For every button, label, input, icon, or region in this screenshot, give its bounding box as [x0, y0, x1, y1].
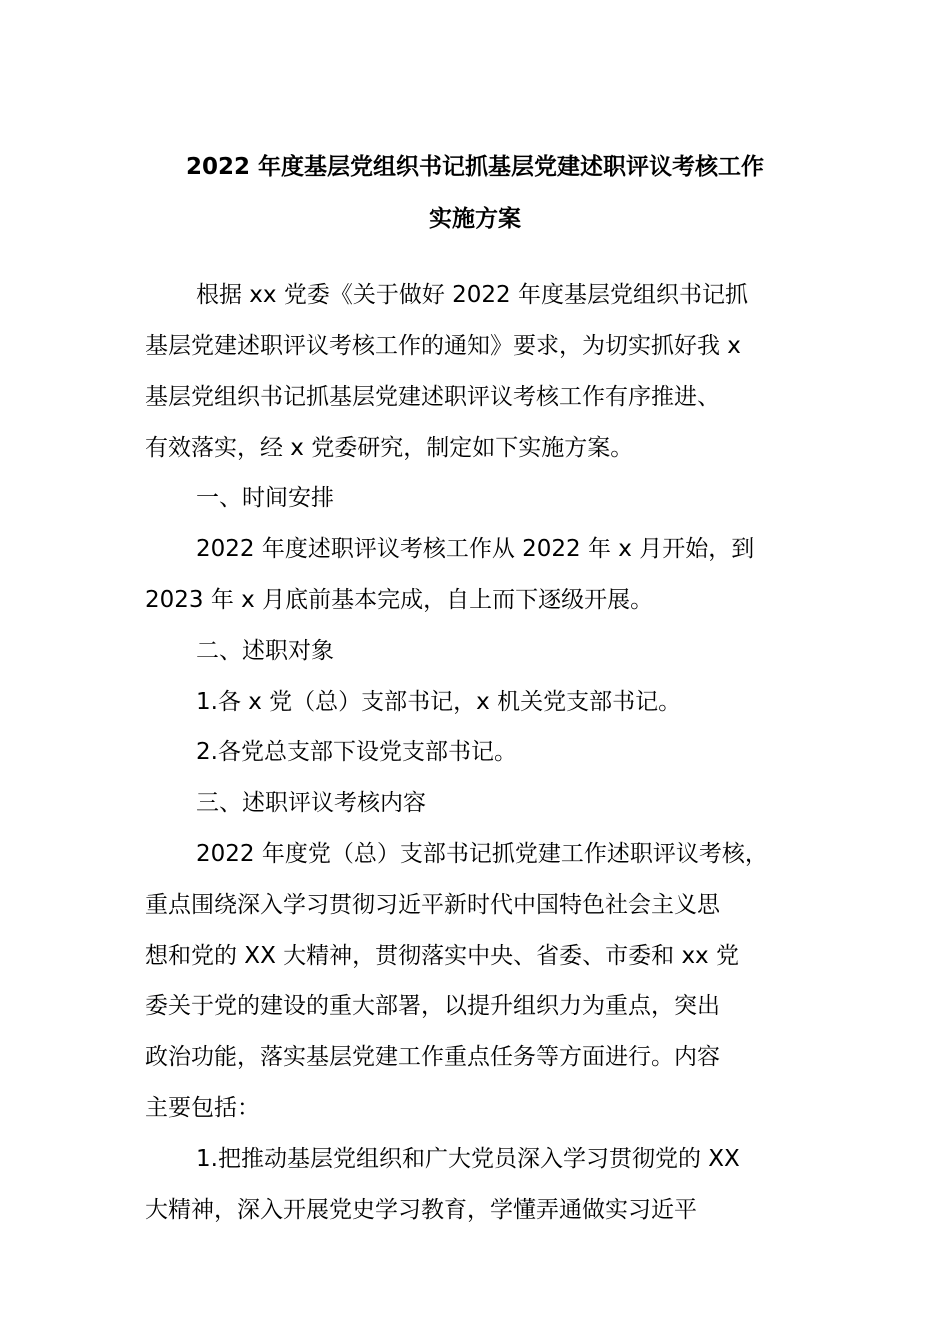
section-heading: 二、述职对象 [196, 638, 334, 664]
list-item: 1.各 x 党（总）支部书记，x 机关党支部书记。 [196, 689, 682, 715]
list-item: 2.各党总支部下设党支部书记。 [196, 739, 517, 765]
body-text-line: 2023 年 x 月底前基本完成，自上而下逐级开展。 [145, 587, 654, 613]
body-text-line: 有效落实，经 x 党委研究，制定如下实施方案。 [145, 435, 634, 461]
body-text-line: 重点围绕深入学习贯彻习近平新时代中国特色社会主义思 [145, 892, 720, 918]
document-title-line-2: 实施方案 [429, 206, 521, 232]
body-text-line: 委关于党的建设的重大部署，以提升组织力为重点，突出 [145, 993, 720, 1019]
body-text-line: 2022 年度党（总）支部书记抓党建工作述职评议考核， [196, 841, 768, 867]
body-text-line: 想和党的 XX 大精神，贯彻落实中央、省委、市委和 xx 党 [145, 943, 739, 969]
body-text-line: 基层党组织书记抓基层党建述职评议考核工作有序推进、 [145, 384, 720, 410]
body-text-line: 政治功能，落实基层党建工作重点任务等方面进行。内容 [145, 1044, 720, 1070]
list-item: 1.把推动基层党组织和广大党员深入学习贯彻党的 XX [196, 1146, 740, 1172]
section-heading: 三、述职评议考核内容 [196, 790, 426, 816]
body-text-line: 根据 xx 党委《关于做好 2022 年度基层党组织书记抓 [196, 282, 748, 308]
section-heading: 一、时间安排 [196, 485, 334, 511]
body-text-line: 2022 年度述职评议考核工作从 2022 年 x 月开始，到 [196, 536, 755, 562]
document-title-line-1: 2022 年度基层党组织书记抓基层党建述职评议考核工作 [185, 154, 765, 180]
body-text-line: 大精神，深入开展党史学习教育，学懂弄通做实习近平 [145, 1197, 697, 1223]
body-text-line: 主要包括： [145, 1095, 260, 1121]
body-text-line: 基层党建述职评议考核工作的通知》要求，为切实抓好我 x [145, 333, 741, 359]
